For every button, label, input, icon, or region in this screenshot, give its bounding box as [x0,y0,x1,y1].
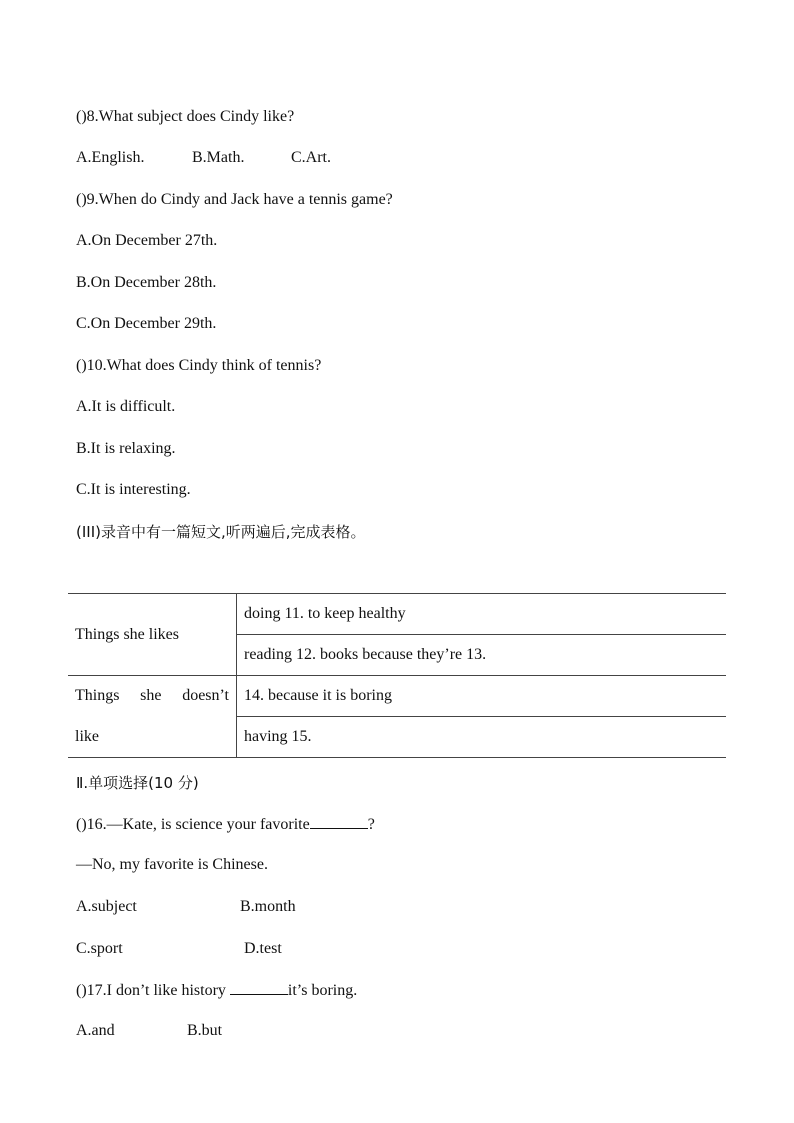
table-row2-label-word: Things [75,687,120,704]
q16-answer-blank [310,814,368,829]
table-row1-cell-a: doing 11. to keep healthy [237,594,727,635]
q16-option-d: D.test [244,940,282,957]
table-row2-label-word: like [75,728,99,745]
table-row [68,594,726,635]
listening-table [68,593,726,758]
section-3-heading: (III)录音中有一篇短文,听两遍后,完成表格。 [76,523,366,541]
table-row2-label [68,676,237,758]
table-row1-cell-b: reading 12. books because they’re 13. [237,635,727,676]
q17-answer-blank [230,980,288,995]
q10-option-b: B.It is relaxing. [76,440,176,457]
q9-option-a: A.On December 27th. [76,232,218,249]
q10-option-c: C.It is interesting. [76,481,191,498]
q16-stem-end: ? [367,816,375,833]
q17-option-a: A.and [76,1022,115,1039]
q16-option-a: A.subject [76,898,137,915]
table-row2-label-word: doesn’t [182,687,229,704]
table-row2-cell-b: having 15. [237,717,727,758]
q9-option-c: C.On December 29th. [76,315,217,332]
table-row1-label: Things she likes [68,594,237,676]
q8-option-c: C.Art. [291,149,331,166]
q16-reply: —No, my favorite is Chinese. [76,856,268,873]
section-2-heading: Ⅱ.单项选择(10 分) [76,774,199,792]
table-row [68,676,726,717]
q8-stem: ()8.What subject does Cindy like? [76,108,295,125]
q16-option-c: C.sport [76,940,123,957]
q9-option-b: B.On December 28th. [76,274,217,291]
q8-option-b: B.Math. [192,149,245,166]
q16-stem-text: ()16.—Kate, is science your favorite [76,816,310,833]
q16-stem [76,814,375,835]
table-row2-label-word: she [140,687,162,704]
q17-option-b: B.but [187,1022,223,1039]
q17-stem-text: ()17.I don’t like history [76,982,230,999]
q10-option-a: A.It is difficult. [76,398,176,415]
q17-stem [76,980,357,1001]
q17-stem-end: it’s boring. [287,982,358,999]
q8-option-a: A.English. [76,149,145,166]
q9-stem: ()9.When do Cindy and Jack have a tennis game? [76,191,393,208]
q16-option-b: B.month [240,898,296,915]
table-row2-cell-a: 14. because it is boring [237,676,727,717]
q10-stem: ()10.What does Cindy think of tennis? [76,357,322,374]
